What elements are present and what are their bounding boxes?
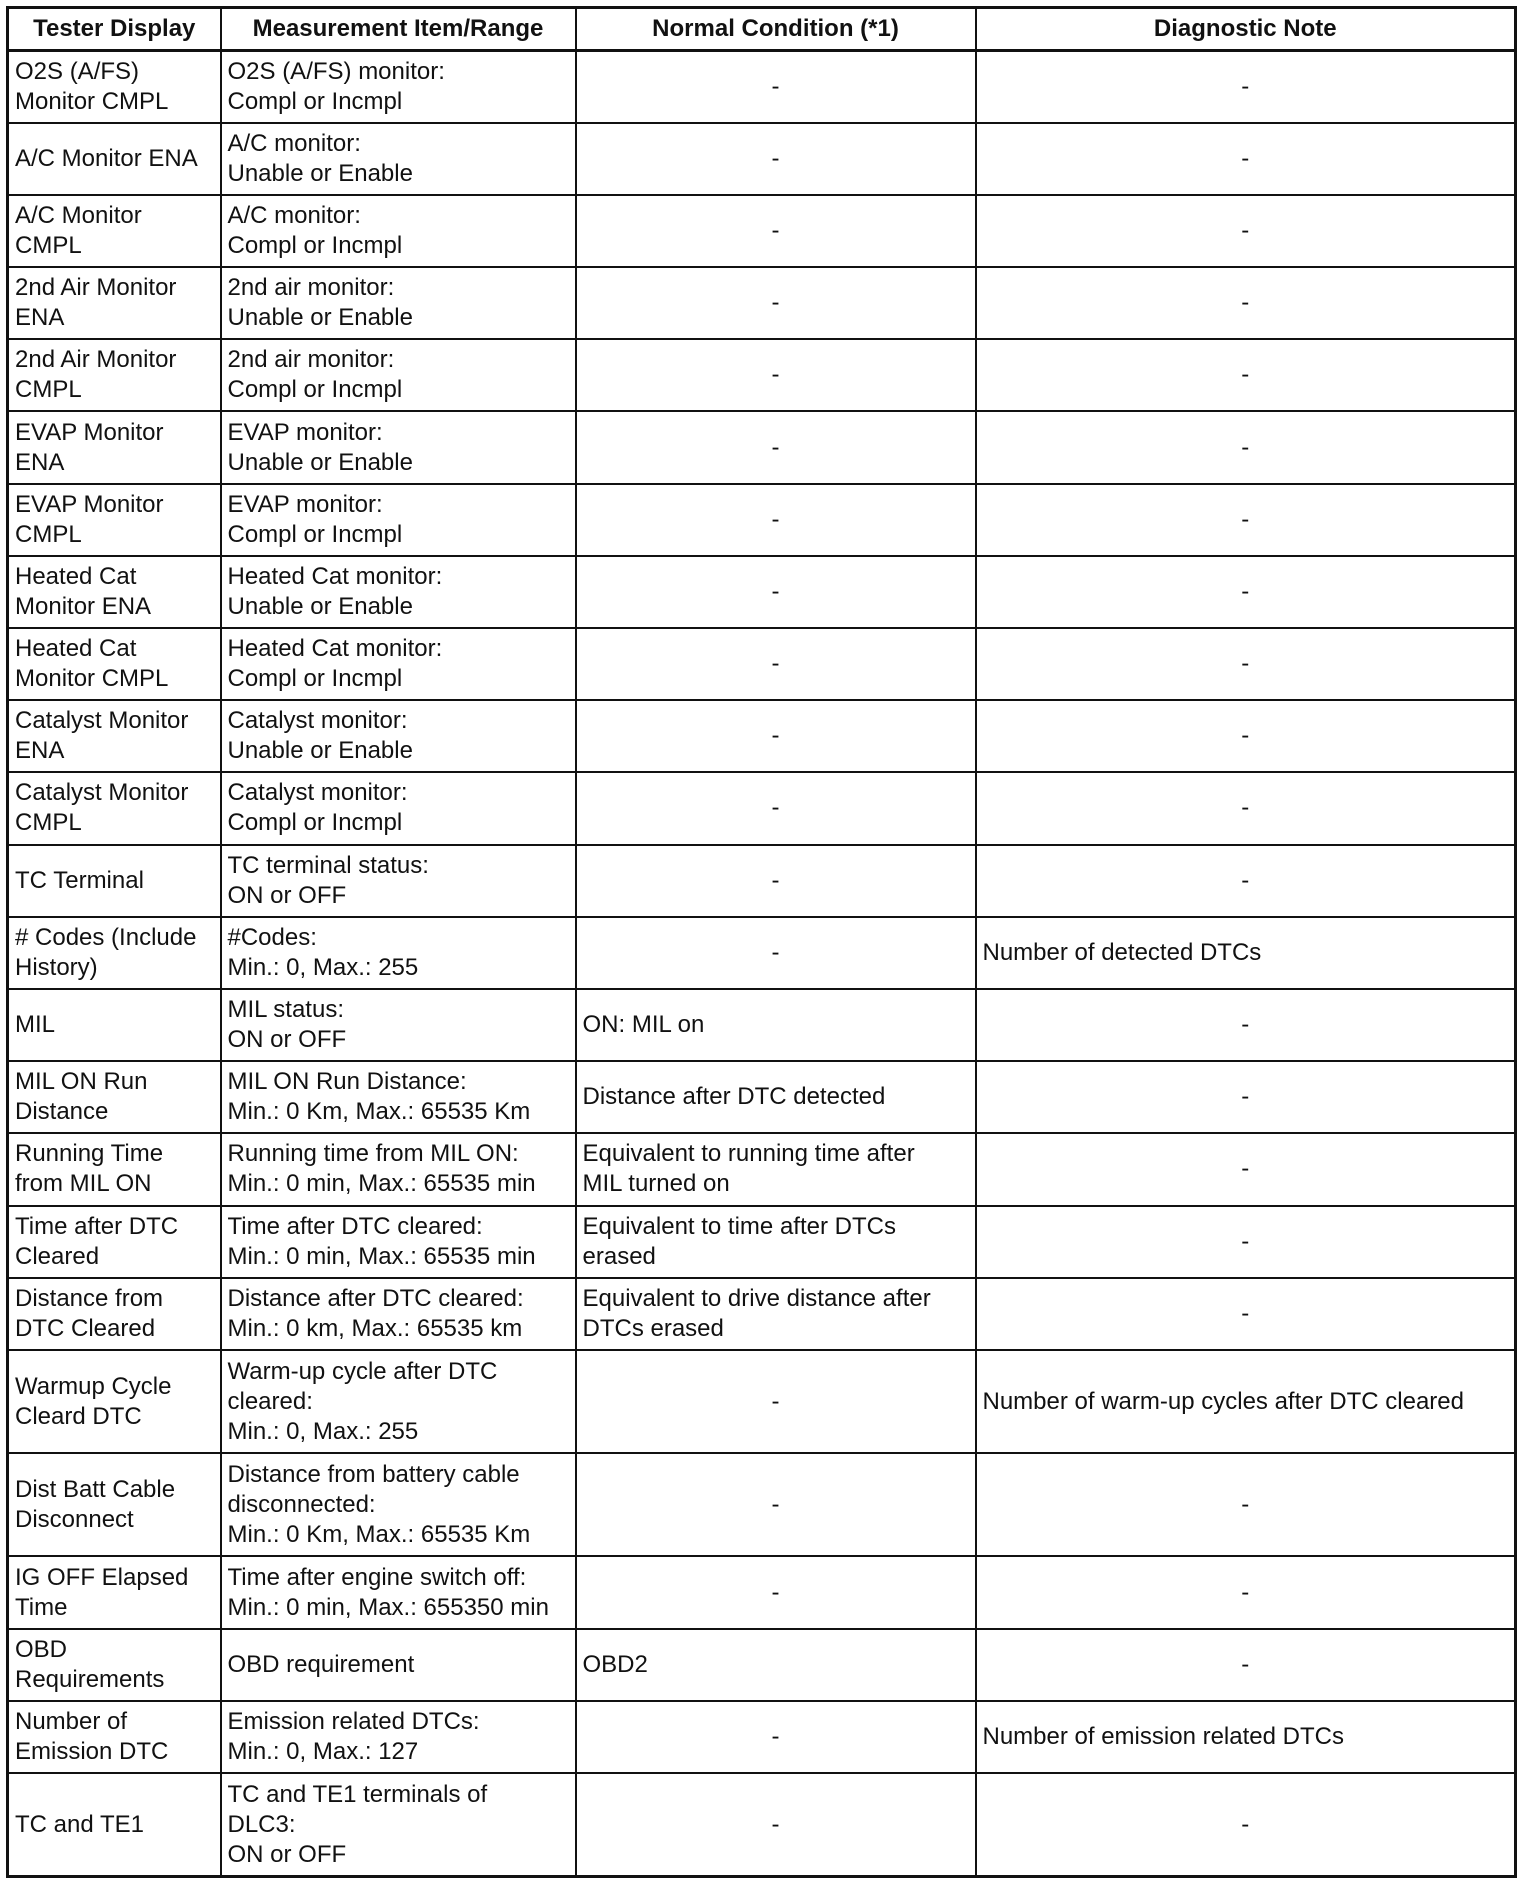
cell-normal-condition: - [576,1453,976,1556]
table-row [8,1701,1516,1773]
cell-measurement-item: Warm-up cycle after DTC cleared: Min.: 0, Max.: 255 [221,1350,576,1453]
cell-diagnostic-note: - [976,1629,1516,1701]
cell-diagnostic-note: - [976,1278,1516,1350]
table-row [8,772,1516,844]
cell-measurement-item: Distance after DTC cleared: Min.: 0 km, Max.: 65535 km [221,1278,576,1350]
cell-measurement-item: EVAP monitor: Unable or Enable [221,411,576,483]
cell-diagnostic-note: - [976,1773,1516,1877]
cell-normal-condition: - [576,195,976,267]
measurement-table [6,6,1517,1878]
cell-tester-display: Time after DTC Cleared [8,1206,221,1278]
cell-tester-display: # Codes (Include History) [8,917,221,989]
cell-tester-display: TC and TE1 [8,1773,221,1877]
table-row [8,123,1516,195]
cell-measurement-item: Running time from MIL ON: Min.: 0 min, Max.: 65535 min [221,1133,576,1205]
cell-tester-display: 2nd Air Monitor ENA [8,267,221,339]
header-measurement-item: Measurement Item/Range [221,8,576,51]
cell-measurement-item: MIL ON Run Distance: Min.: 0 Km, Max.: 65535 Km [221,1061,576,1133]
cell-diagnostic-note: - [976,51,1516,123]
cell-diagnostic-note: - [976,267,1516,339]
table-body [8,51,1516,1877]
cell-tester-display: A/C Monitor ENA [8,123,221,195]
table-row [8,51,1516,123]
table-row [8,1773,1516,1877]
cell-diagnostic-note: - [976,772,1516,844]
header-diagnostic-note: Diagnostic Note [976,8,1516,51]
table-row [8,484,1516,556]
cell-tester-display: O2S (A/FS) Monitor CMPL [8,51,221,123]
cell-diagnostic-note: Number of emission related DTCs [976,1701,1516,1773]
table-header-row [8,8,1516,51]
cell-diagnostic-note: - [976,339,1516,411]
table-row [8,556,1516,628]
table-row [8,1350,1516,1453]
cell-tester-display: OBD Requirements [8,1629,221,1701]
cell-tester-display: Catalyst Monitor CMPL [8,772,221,844]
cell-normal-condition: Distance after DTC detected [576,1061,976,1133]
cell-measurement-item: 2nd air monitor: Unable or Enable [221,267,576,339]
cell-measurement-item: OBD requirement [221,1629,576,1701]
cell-tester-display: Warmup Cycle Cleard DTC [8,1350,221,1453]
cell-normal-condition: - [576,628,976,700]
cell-normal-condition: - [576,556,976,628]
cell-measurement-item: O2S (A/FS) monitor: Compl or Incmpl [221,51,576,123]
cell-tester-display: Dist Batt Cable Disconnect [8,1453,221,1556]
cell-measurement-item: Catalyst monitor: Compl or Incmpl [221,772,576,844]
cell-diagnostic-note: - [976,1133,1516,1205]
cell-measurement-item: Distance from battery cable disconnected: Min.: 0 Km, Max.: 65535 Km [221,1453,576,1556]
cell-diagnostic-note: Number of warm-up cycles after DTC cleared [976,1350,1516,1453]
cell-normal-condition: - [576,411,976,483]
cell-tester-display: MIL [8,989,221,1061]
table-row [8,845,1516,917]
cell-diagnostic-note: - [976,628,1516,700]
table-row [8,1453,1516,1556]
cell-tester-display: EVAP Monitor CMPL [8,484,221,556]
cell-normal-condition: - [576,1556,976,1628]
cell-measurement-item: A/C monitor: Unable or Enable [221,123,576,195]
cell-tester-display: MIL ON Run Distance [8,1061,221,1133]
cell-normal-condition: - [576,1701,976,1773]
header-normal-condition: Normal Condition (*1) [576,8,976,51]
table-row [8,339,1516,411]
cell-tester-display: Heated Cat Monitor CMPL [8,628,221,700]
cell-measurement-item: #Codes: Min.: 0, Max.: 255 [221,917,576,989]
cell-tester-display: Number of Emission DTC [8,1701,221,1773]
cell-tester-display: EVAP Monitor ENA [8,411,221,483]
table-row [8,628,1516,700]
table-row [8,1061,1516,1133]
cell-normal-condition: Equivalent to time after DTCs erased [576,1206,976,1278]
cell-normal-condition: ON: MIL on [576,989,976,1061]
cell-normal-condition: OBD2 [576,1629,976,1701]
cell-measurement-item: TC and TE1 terminals of DLC3: ON or OFF [221,1773,576,1877]
table-row [8,411,1516,483]
table-row [8,1556,1516,1628]
cell-measurement-item: A/C monitor: Compl or Incmpl [221,195,576,267]
cell-measurement-item: Heated Cat monitor: Unable or Enable [221,556,576,628]
cell-normal-condition: - [576,123,976,195]
cell-measurement-item: EVAP monitor: Compl or Incmpl [221,484,576,556]
table-row [8,989,1516,1061]
cell-measurement-item: Heated Cat monitor: Compl or Incmpl [221,628,576,700]
cell-normal-condition: - [576,51,976,123]
cell-tester-display: Running Time from MIL ON [8,1133,221,1205]
table-row [8,1278,1516,1350]
cell-diagnostic-note: - [976,1556,1516,1628]
cell-diagnostic-note: - [976,556,1516,628]
cell-measurement-item: Emission related DTCs: Min.: 0, Max.: 127 [221,1701,576,1773]
cell-diagnostic-note: - [976,195,1516,267]
cell-diagnostic-note: - [976,1453,1516,1556]
table-row [8,1206,1516,1278]
cell-tester-display: A/C Monitor CMPL [8,195,221,267]
cell-tester-display: IG OFF Elapsed Time [8,1556,221,1628]
cell-diagnostic-note: Number of detected DTCs [976,917,1516,989]
cell-measurement-item: Time after engine switch off: Min.: 0 min, Max.: 655350 min [221,1556,576,1628]
cell-measurement-item: MIL status: ON or OFF [221,989,576,1061]
cell-diagnostic-note: - [976,411,1516,483]
table-row [8,700,1516,772]
cell-normal-condition: - [576,845,976,917]
cell-normal-condition: - [576,1350,976,1453]
table-row [8,1133,1516,1205]
cell-tester-display: Distance from DTC Cleared [8,1278,221,1350]
cell-normal-condition: - [576,484,976,556]
cell-measurement-item: TC terminal status: ON or OFF [221,845,576,917]
table-row [8,195,1516,267]
cell-diagnostic-note: - [976,700,1516,772]
cell-diagnostic-note: - [976,1206,1516,1278]
cell-normal-condition: - [576,1773,976,1877]
cell-normal-condition: - [576,917,976,989]
cell-tester-display: Catalyst Monitor ENA [8,700,221,772]
table-row [8,1629,1516,1701]
cell-tester-display: Heated Cat Monitor ENA [8,556,221,628]
cell-diagnostic-note: - [976,1061,1516,1133]
cell-tester-display: 2nd Air Monitor CMPL [8,339,221,411]
cell-measurement-item: Time after DTC cleared: Min.: 0 min, Max.: 65535 min [221,1206,576,1278]
cell-normal-condition: - [576,772,976,844]
cell-normal-condition: - [576,339,976,411]
table-row [8,917,1516,989]
cell-diagnostic-note: - [976,845,1516,917]
cell-diagnostic-note: - [976,484,1516,556]
cell-measurement-item: 2nd air monitor: Compl or Incmpl [221,339,576,411]
cell-measurement-item: Catalyst monitor: Unable or Enable [221,700,576,772]
cell-diagnostic-note: - [976,989,1516,1061]
cell-normal-condition: - [576,267,976,339]
cell-normal-condition: - [576,700,976,772]
header-tester-display: Tester Display [8,8,221,51]
cell-normal-condition: Equivalent to drive distance after DTCs erased [576,1278,976,1350]
cell-normal-condition: Equivalent to running time after MIL turned on [576,1133,976,1205]
table-row [8,267,1516,339]
cell-diagnostic-note: - [976,123,1516,195]
cell-tester-display: TC Terminal [8,845,221,917]
